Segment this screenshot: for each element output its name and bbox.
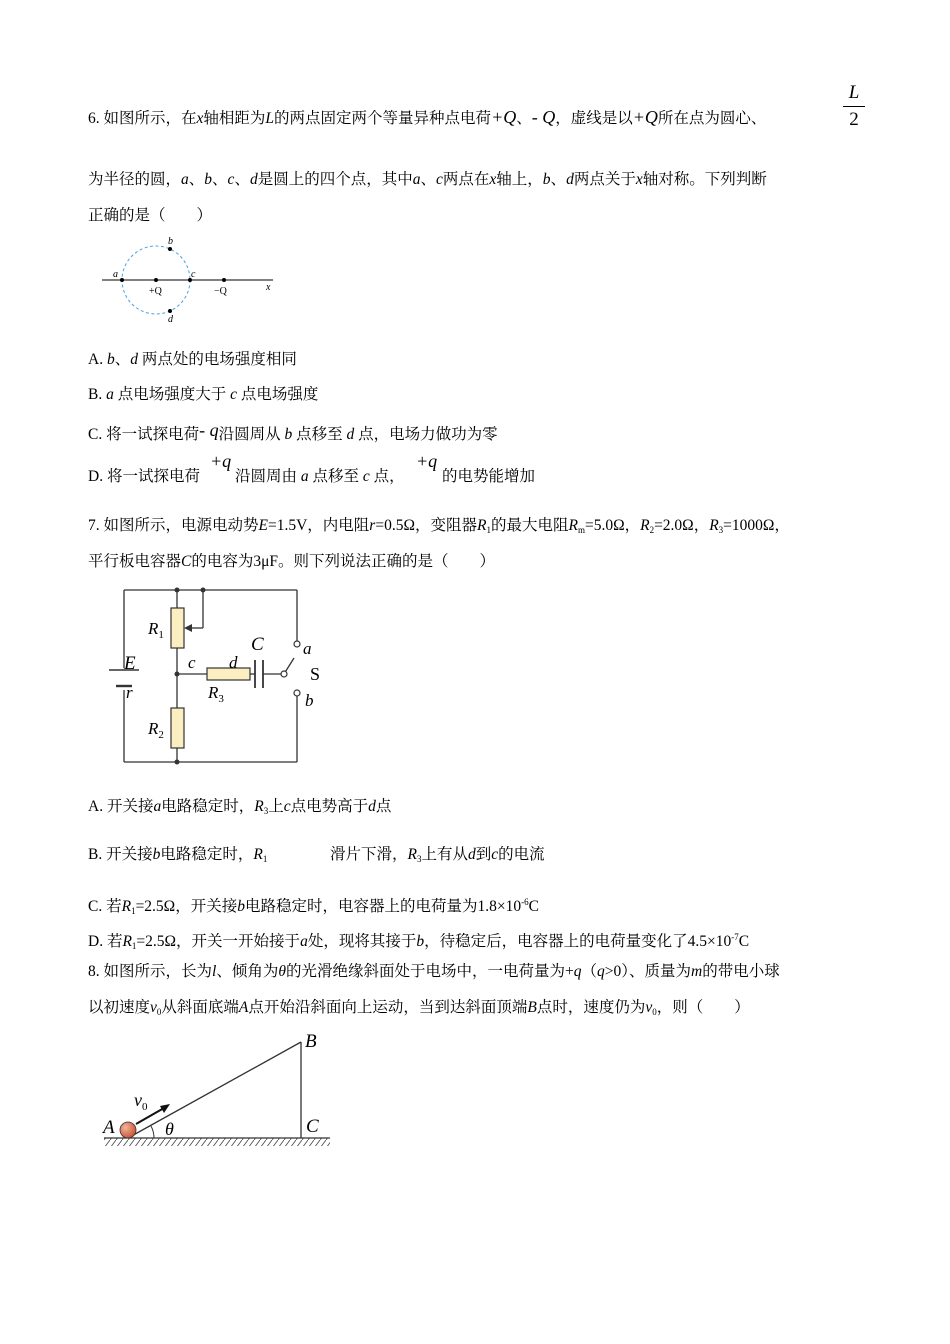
q8-line-1: 8. 如图所示，长为l、倾角为θ的光滑绝缘斜面处于电场中，一电荷量为+q（q>0）、质量为m的带电小球 [88,963,780,980]
q6-option-d-end: 的电势能增加 [442,468,536,485]
q7-line-1: 7. 如图所示，电源电动势E=1.5V，内电阻r=0.5Ω，变阻器$R_1$的最大电阻$R_m=5.0\Omega$，$R_2=2.0\Omega$，$R_3=1000\Omega$， [88,517,790,535]
q6-option-d-rest: 沿圆周由 a 点移至 c 点， [235,468,405,485]
q6-option-b: B. a 点电场强度大于 c 点电场强度 [88,386,319,403]
point-b-label: B [305,1031,317,1052]
q7-option-d: D. 若$R_1=2.5\Omega$，开关一开始接于a处，现将其接于b，待稳定后，电容器上的电荷量变化了$4.5\times 10^{-7}C$ [88,932,750,951]
q6-line-2: 为半径的圆，a、b、c、d是圆上的四个点，其中a、c两点在x轴上，b、d两点关于x轴对称。下列判断 [88,171,767,188]
q7-option-a: A. 开关接a电路稳定时，$R_3$上c点电势高于d点 [88,798,392,816]
point-a-label: A [103,1117,115,1138]
v0-label: $v_0$ [134,1090,148,1113]
node-c-label: c [188,653,196,672]
point-b-label: b [168,236,173,247]
point-a-label: a [113,269,118,280]
q7-option-c: C. 若$R_1=2.5\Omega$，开关接b电路稳定时，电容器上的电荷量为$1.8\times 10^{-6}C$ [88,897,539,916]
q6-option-d: D. 将一试探电荷 [88,468,200,485]
q6-option-d-charge: +q [210,451,232,471]
r2-label: $R_2$ [148,719,164,741]
switch-label: S [310,664,321,684]
internal-r-label: r [126,683,133,702]
q6-option-d-charge-2: +q [416,451,438,471]
q8-incline-figure [98,1028,338,1153]
x-axis-label: x [266,282,271,293]
q6-option-c: C. 将一试探电荷- q沿圆周从 b 点移至 d 点，电场力做功为零 [88,420,498,443]
plus-q-label: +Q [149,286,162,297]
q7-line-2: 平行板电容器C的电容为3μF。则下列说法正确的是（ ） [88,553,496,570]
contact-b-label: b [305,691,314,710]
q7-option-b: B. 开关接b电路稳定时，$R_1$ [88,846,268,864]
point-d-label: d [168,314,173,325]
emf-label: E [124,653,136,674]
q6-circle-figure [98,232,283,325]
r1-label: $R_1$ [148,619,164,641]
q6-option-a: A. b、d 两点处的电场强度相同 [88,351,297,368]
point-c-label: c [191,269,196,280]
capacitor-label: C [251,634,264,655]
node-d-label: d [229,653,238,672]
q7-circuit-figure [100,584,340,774]
contact-a-label: a [303,639,312,658]
minus-q-label: −Q [214,286,227,297]
q6-line-1: 6. 如图所示，在x轴相距为L的两点固定两个等量异种点电荷+Q、- Q，虚线是以+Q所在点为圆心、 [88,107,767,127]
r3-label: $R_3$ [208,683,224,705]
point-c-label: C [306,1116,319,1137]
fraction-l-over-2: L 2 [843,82,865,131]
q6-line-3: 正确的是（ ） [88,207,213,224]
q7-option-b-rest: 滑片下滑，$R_3$上有从d到c的电流 [330,846,545,864]
q8-line-2: 以初速度$v_0$从斜面底端A点开始沿斜面向上运动，当到达斜面顶端B点时，速度仍为$v_0$，则（ ） [88,999,750,1017]
theta-label: θ [165,1119,174,1139]
